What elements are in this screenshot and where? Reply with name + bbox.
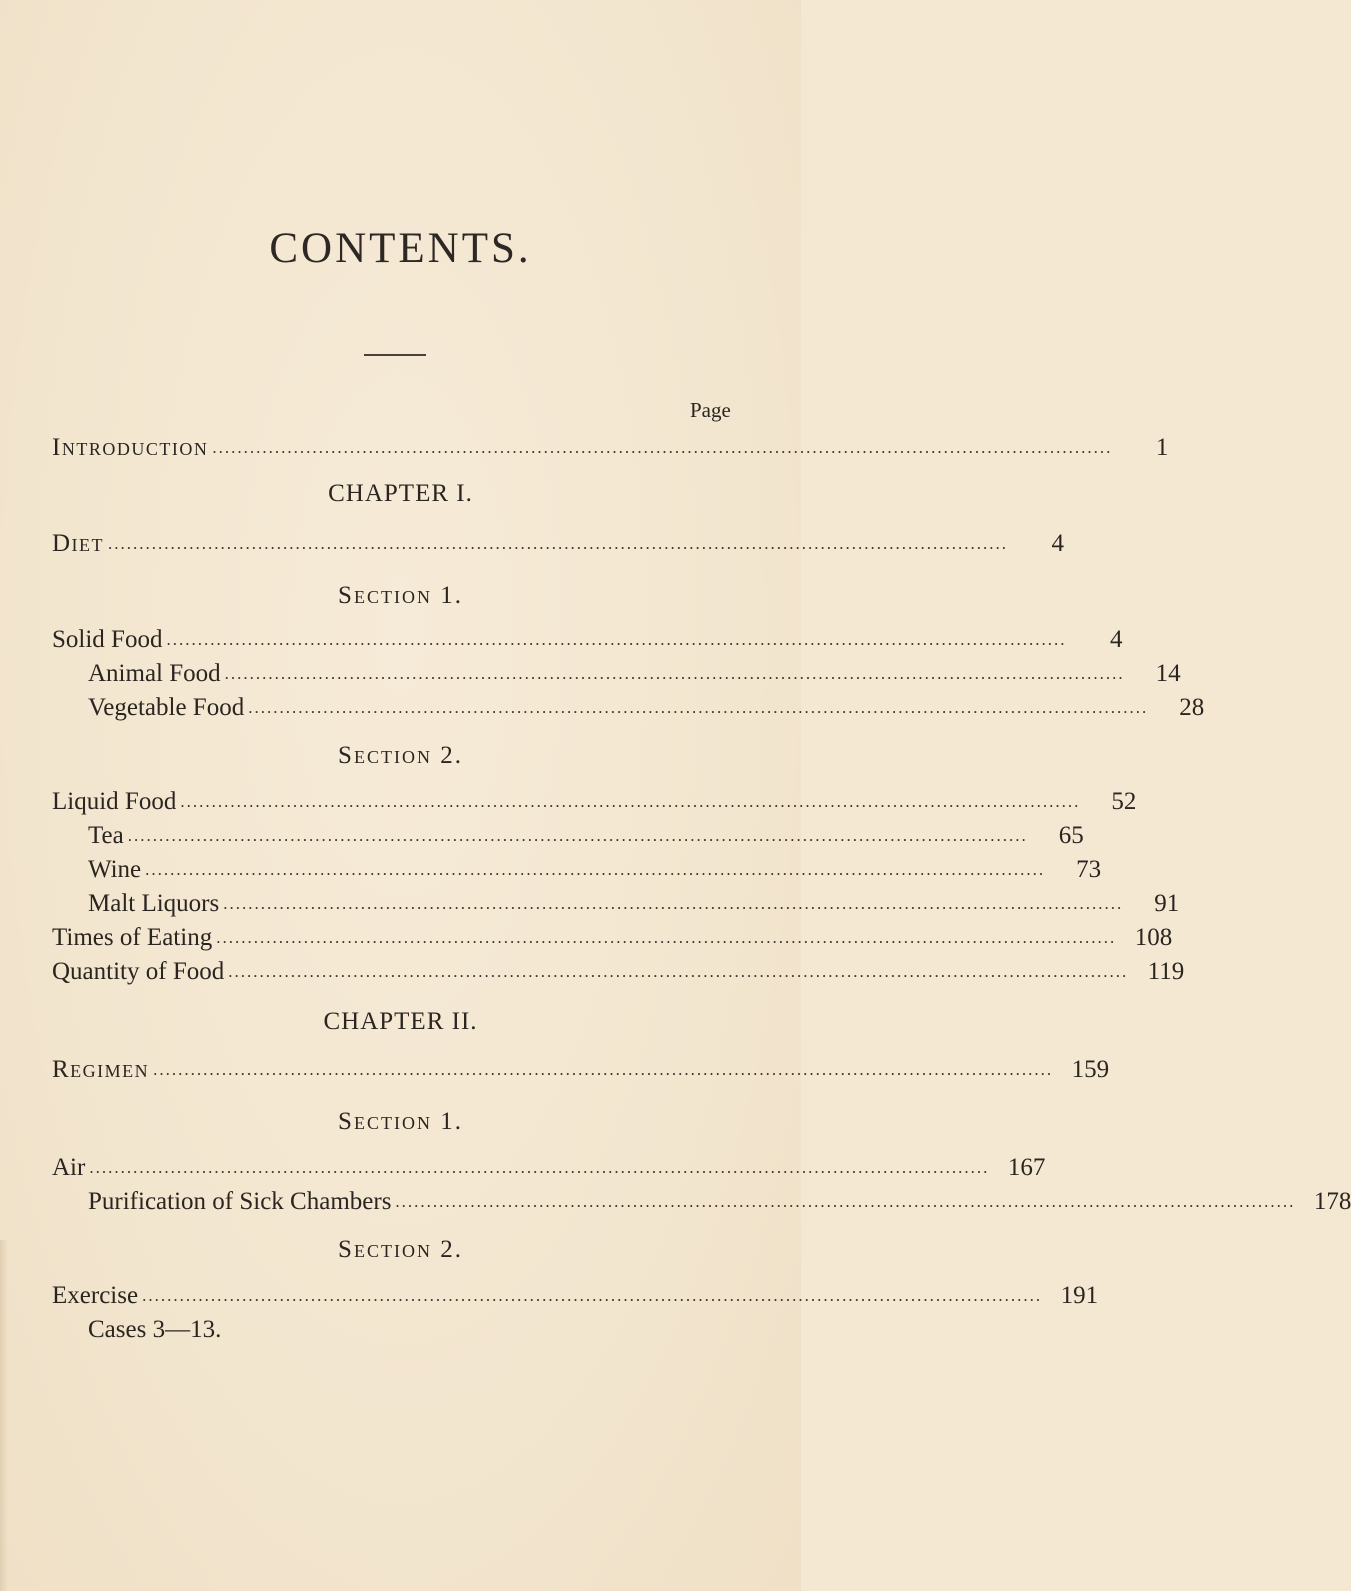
toc-entry-page: 14 [1155,660,1181,687]
toc-entry-exercise[interactable] [52,1276,1099,1310]
toc-entry-times-of-eating[interactable] [52,918,1173,952]
toc-entry-page: 52 [1111,788,1137,815]
toc-entry-page: 119 [1147,958,1185,985]
title-rule [364,354,426,356]
toc-entry-page: 28 [1179,694,1205,721]
toc-entry-page: 167 [1007,1154,1046,1181]
toc-entry-diet[interactable] [52,524,1065,558]
leader-dots: ................................................................................................................................................ [224,664,1125,683]
toc-entry-page: 191 [1060,1282,1099,1309]
leader-dots: ................................................................................................................................................ [142,1286,1043,1305]
toc-entry-label: Vegetable Food [88,694,245,721]
section-heading-2-2: Section 2. [338,1236,463,1263]
toc-entry-solid-food[interactable] [52,620,1123,654]
leader-dots: ................................................................................................................................................ [216,928,1117,947]
toc-entry-introduction[interactable] [52,428,1169,462]
leader-dots: ................................................................................................................................................ [228,962,1129,981]
toc-entry-page: 91 [1154,890,1180,917]
page-column-heading: Page [690,398,731,422]
section-heading-1-2: Section 2. [338,742,463,769]
toc-entry-page: 178 [1313,1188,1351,1215]
toc-entry-label: Times of Eating [52,924,213,951]
toc-entry-label: Liquid Food [52,788,177,815]
leader-dots: ................................................................................................................................................ [89,1158,990,1177]
leader-dots: ................................................................................................................................................ [223,894,1124,913]
toc-entry-regimen[interactable] [52,1050,1110,1084]
toc-entry-page: 4 [1051,530,1065,557]
leader-dots: ................................................................................................................................................ [395,1192,1296,1211]
toc-entry-label: Air [52,1154,86,1181]
leader-dots: ................................................................................................................................................ [180,792,1081,811]
leader-dots: ................................................................................................................................................ [153,1060,1054,1079]
toc-entry-tea[interactable] [88,816,1084,850]
section-heading-1-1: Section 1. [338,582,463,609]
leader-dots: ................................................................................................................................................ [145,860,1046,879]
chapter-heading-1: CHAPTER I. [328,480,473,507]
toc-entry-animal-food[interactable] [88,654,1181,688]
toc-entry-label: Wine [88,856,142,883]
page-title: CONTENTS. [269,225,532,272]
leader-dots: ................................................................................................................................................ [127,826,1028,845]
toc-entry-label: Quantity of Food [52,958,225,985]
toc-entry-label: Exercise [52,1282,139,1309]
leader-dots: ................................................................................................................................................ [108,534,1009,553]
toc-entry-wine[interactable] [88,850,1102,884]
page-edge-shadow [0,1240,8,1591]
toc-entry-label: Malt Liquors [88,890,220,917]
toc-entry-page: 108 [1134,924,1173,951]
toc-entry-page: 73 [1076,856,1102,883]
chapter-heading-2: CHAPTER II. [323,1008,478,1035]
toc-entry-label: Purification of Sick Chambers [88,1188,392,1215]
toc-entry-label: Regimen [52,1056,150,1083]
toc-entry-purification[interactable] [88,1182,1351,1216]
section-heading-2-1: Section 1. [338,1108,463,1135]
toc-entry-page: 65 [1058,822,1084,849]
toc-entry-quantity-of-food[interactable] [52,952,1185,986]
toc-entry-label: Tea [88,822,124,849]
toc-entry-air[interactable] [52,1148,1046,1182]
toc-entry-vegetable-food[interactable] [88,688,1205,722]
cases-note: Cases 3—13. [88,1316,222,1343]
toc-entry-label: Introduction [52,434,209,461]
leader-dots: ................................................................................................................................................ [166,630,1067,649]
toc-entry-malt-liquors[interactable] [88,884,1180,918]
toc-entry-page: 4 [1109,626,1123,653]
leader-dots: ................................................................................................................................................ [248,698,1149,717]
toc-entry-page: 1 [1155,434,1169,461]
toc-entry-label: Animal Food [88,660,221,687]
toc-entry-page: 159 [1071,1056,1110,1083]
toc-entry-liquid-food[interactable] [52,782,1137,816]
leader-dots: ................................................................................................................................................ [212,438,1113,457]
toc-entry-label: Diet [52,530,105,557]
toc-entry-label: Solid Food [52,626,163,653]
